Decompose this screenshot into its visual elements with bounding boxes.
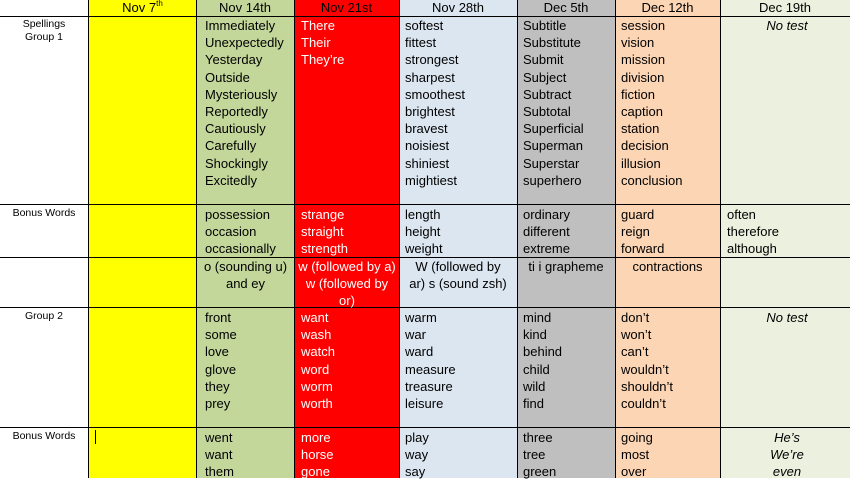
word-entry: wild [523, 378, 546, 394]
word-entry: won’t [621, 327, 652, 343]
word-entry: behind [523, 344, 563, 360]
word-entry: possession [205, 207, 271, 222]
rule-nov14-text: o (sounding u) and ey [203, 259, 288, 292]
row-divider [0, 427, 850, 428]
word-entry: Reportedly [205, 104, 268, 120]
word-entry: occasion [205, 224, 257, 240]
header-dec19: Dec 19th [758, 0, 812, 15]
column-divider [399, 0, 400, 478]
word-entry: find [523, 396, 544, 412]
group1-dec19-cell [724, 17, 850, 34]
word-entry: Superstar [523, 155, 580, 171]
word-entry: prey [205, 396, 231, 412]
column-divider [615, 0, 616, 478]
word-entry: illusion [621, 155, 661, 171]
rule-nov14-cell [199, 258, 292, 292]
word-entry: most [621, 447, 650, 463]
word-entry: tree [523, 447, 546, 463]
word-entry: Subtract [523, 86, 572, 102]
header-nov28: Nov 28th [431, 0, 485, 15]
header-nov7-label: Nov 7 [122, 0, 157, 15]
column-bg-nov7 [89, 0, 196, 478]
word-entry: three [523, 430, 553, 445]
row-label-group1-line2: Group 1 [25, 31, 63, 43]
word-entry: Subject [523, 69, 567, 85]
word-entry: even [772, 464, 802, 480]
word-entry: Subtitle [523, 18, 567, 33]
word-entry: can’t [621, 344, 649, 360]
group2-dec19-cell [724, 309, 850, 326]
word-entry: extreme [523, 241, 570, 257]
word-entry: gone [301, 464, 330, 480]
word-entry: Cautiously [205, 121, 266, 137]
word-entry: strongest [405, 52, 459, 68]
rule-dec12-cell [616, 258, 719, 275]
header-dec5: Dec 5th [543, 0, 589, 15]
word-entry: superhero [523, 172, 582, 188]
word-entry: Mysteriously [205, 86, 278, 102]
word-entry: them [205, 464, 234, 480]
bonus2-dec12-cell [621, 429, 653, 481]
group2-nov21-cell [301, 309, 335, 412]
bonus1-dec5-cell [523, 206, 570, 258]
word-entry: want [205, 447, 233, 463]
header-nov21: Nov 21st [320, 0, 373, 15]
word-entry: softest [405, 18, 444, 33]
word-entry: fittest [405, 35, 437, 51]
bonus1-dec12-cell [621, 206, 664, 258]
row-label-group1-line1: Spellings [22, 18, 66, 30]
group2-dec12-cell [621, 309, 673, 412]
row-divider [0, 307, 850, 308]
word-entry: Superman [523, 138, 583, 154]
word-entry: love [205, 344, 229, 360]
group1-nov28-cell [405, 17, 465, 189]
word-entry: Carefully [205, 138, 257, 154]
word-entry: kind [523, 327, 547, 343]
word-entry: Shockingly [205, 155, 268, 171]
column-divider [88, 0, 89, 478]
word-entry: often [727, 207, 756, 222]
word-entry: conclusion [621, 172, 683, 188]
word-entry: word [301, 361, 330, 377]
word-entry: watch [301, 344, 335, 360]
word-entry: mightiest [405, 172, 458, 188]
word-entry: There [301, 18, 335, 33]
word-entry: say [405, 464, 426, 480]
row-label-bonus1: Bonus Words [12, 207, 76, 219]
word-entry: noisiest [405, 138, 450, 154]
bonus1-nov28-cell [405, 206, 443, 258]
word-entry: warm [405, 310, 437, 325]
word-entry: length [405, 207, 441, 222]
rule-nov28-text: W (followed by ar) s (sound zsh) [409, 259, 507, 292]
word-entry: don’t [621, 310, 650, 325]
word-entry: play [405, 430, 429, 445]
word-entry: over [621, 464, 647, 480]
word-entry: Immediately [205, 18, 276, 33]
column-divider [196, 0, 197, 478]
word-entry: shouldn’t [621, 378, 674, 394]
word-entry: weight [405, 241, 443, 257]
bonus1-dec19-cell [727, 206, 779, 258]
word-entry: some [205, 327, 237, 343]
word-entry: worth [301, 396, 333, 412]
word-entry: occasionally [205, 241, 276, 257]
word-entry: bravest [405, 121, 448, 137]
rule-nov21-cell [298, 258, 396, 310]
header-nov7-suffix: th [156, 0, 163, 8]
word-entry: want [301, 310, 329, 325]
word-entry: Their [301, 35, 331, 51]
row-divider [0, 204, 850, 205]
bonus1-nov21-cell [301, 206, 348, 258]
word-entry: measure [405, 361, 456, 377]
word-entry: ward [405, 344, 434, 360]
word-entry: therefore [727, 224, 780, 240]
word-entry: height [405, 224, 441, 240]
word-entry: brightest [405, 104, 455, 120]
word-entry: ordinary [523, 207, 570, 222]
word-entry: mind [523, 310, 552, 325]
group2-nov28-cell [405, 309, 456, 412]
word-entry: horse [301, 447, 334, 463]
word-entry: more [301, 430, 331, 445]
bonus2-nov14-cell [205, 429, 234, 481]
group1-nov21-cell [301, 17, 344, 69]
bonus2-dec5-cell [523, 429, 556, 481]
rule-nov21-text: w (followed by a) w (followed by or) [298, 259, 396, 309]
word-entry: going [621, 430, 653, 445]
group1-dec12-cell [621, 17, 682, 189]
word-entry: forward [621, 241, 665, 257]
word-entry: They’re [301, 52, 345, 68]
word-entry: caption [621, 104, 663, 120]
group1-nov14-cell [205, 17, 284, 189]
bonus1-nov14-cell [205, 206, 276, 258]
group2-dec5-cell [523, 309, 562, 412]
word-entry: He’s [774, 430, 800, 445]
word-entry: front [205, 310, 232, 325]
word-entry: vision [621, 35, 655, 51]
word-entry: decision [621, 138, 669, 154]
word-entry: strength [301, 241, 348, 257]
rule-nov28-cell [406, 258, 510, 292]
rule-dec5-cell [527, 258, 605, 275]
word-entry: Substitute [523, 35, 581, 51]
word-entry: We’re [770, 447, 804, 463]
text-cursor [95, 430, 96, 444]
word-entry: straight [301, 224, 344, 240]
word-entry: Subtotal [523, 104, 571, 120]
word-entry: guard [621, 207, 655, 222]
word-entry: Excitedly [205, 172, 258, 188]
group2-nov14-cell [205, 309, 237, 412]
word-entry: No test [766, 18, 808, 33]
word-entry: glove [205, 361, 237, 377]
rule-dec5-text: ti i grapheme [528, 259, 604, 274]
word-entry: although [727, 241, 777, 257]
row-label-group2: Group 2 [25, 310, 63, 322]
rule-dec12-text: contractions [632, 259, 703, 274]
word-entry: green [523, 464, 557, 480]
row-label-group1 [0, 18, 88, 44]
word-entry: Unexpectedly [205, 35, 284, 51]
word-entry: wash [301, 327, 332, 343]
word-entry: treasure [405, 378, 453, 394]
word-entry: mission [621, 52, 666, 68]
word-entry: they [205, 378, 230, 394]
word-entry: wouldn’t [621, 361, 669, 377]
word-entry: Submit [523, 52, 564, 68]
group1-dec5-cell [523, 17, 584, 189]
word-entry: No test [766, 310, 808, 325]
header-nov7 [89, 0, 196, 16]
word-entry: way [405, 447, 429, 463]
word-entry: smoothest [405, 86, 465, 102]
header-dec12: Dec 12th [641, 0, 694, 15]
word-entry: reign [621, 224, 650, 240]
word-entry: Yesterday [205, 52, 263, 68]
word-entry: worm [301, 378, 333, 394]
word-entry: Superficial [523, 121, 584, 137]
word-entry: war [405, 327, 426, 343]
word-entry: strange [301, 207, 345, 222]
word-entry: division [621, 69, 665, 85]
word-entry: fiction [621, 86, 655, 102]
column-divider [294, 0, 295, 478]
word-entry: couldn’t [621, 396, 666, 412]
word-entry: sharpest [405, 69, 455, 85]
word-entry: Outside [205, 69, 250, 85]
word-entry: leisure [405, 396, 444, 412]
word-entry: station [621, 121, 660, 137]
bonus2-nov21-cell [301, 429, 334, 481]
column-divider [720, 0, 721, 478]
header-nov14: Nov 14th [218, 0, 272, 15]
bonus2-dec19-cell [724, 429, 850, 481]
word-entry: session [621, 18, 666, 33]
column-divider [517, 0, 518, 478]
word-entry: shiniest [405, 155, 450, 171]
word-entry: child [523, 361, 550, 377]
word-entry: went [205, 430, 233, 445]
word-entry: different [523, 224, 570, 240]
row-label-bonus2: Bonus Words [12, 430, 76, 442]
bonus2-nov28-cell [405, 429, 429, 481]
